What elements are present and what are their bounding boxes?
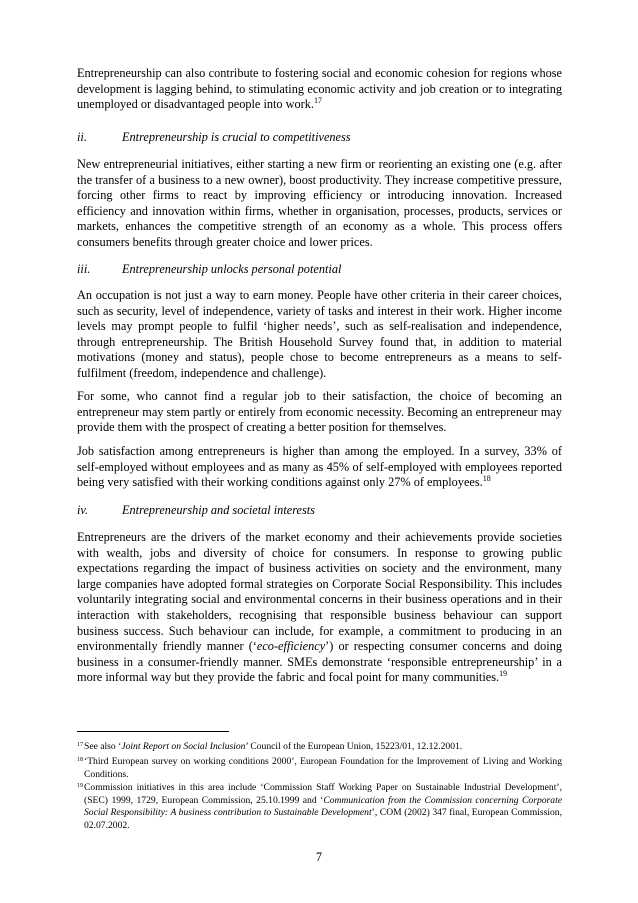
paragraph-personal-potential [77, 288, 562, 382]
footnote-text: Commission initiatives in this area include ‘Commission Staff Working Paper on Sustainable Industrial Development’, (SEC) 1999, 1729, European Commission, 25.10.1999 and ‘ [84, 782, 562, 806]
paragraph-text: An occupation is not just a way to earn money. People have other criteria in their career choices, such as security, level of independence, variety of tasks and interest in their work. Higher income levels may prompt people to fulfil ‘higher needs’, such as self-realisation and independence, through entrepreneurship. The British Household Survey found that, in addition to material motivations (money and status), people chose to become entrepreneurs as a means to self-fulfilment (freedom, independence and challenge). [77, 288, 562, 380]
paragraph-text: Job satisfaction among entrepreneurs is higher than among the employed. In a survey, 33% of self-employed without employees and as many as 45% of self-employed with employees reported being very satisfied with their working conditions against only 27% of employees. [77, 444, 562, 490]
paragraph-text: Entrepreneurship can also contribute to fostering social and economic cohesion for regions whose development is lagging behind, to stimulating economic activity and job creation or to integrating unemployed or disadvantaged people into work. [77, 66, 562, 112]
section-number: iv. [77, 503, 89, 517]
footnote-ref-18: 18 [482, 474, 491, 484]
footnote-18 [77, 756, 562, 781]
footnote-text: See also ‘ [84, 741, 122, 752]
footnote-17 [77, 741, 562, 754]
section-number: iii. [77, 262, 91, 276]
footnote-number: 19 [77, 783, 83, 789]
footnote-number: 18 [77, 757, 83, 763]
footnote-text: ’ Council of the European Union, 15223/01, 12.12.2001. [245, 741, 463, 752]
paragraph-regional-cohesion [77, 66, 562, 113]
footnote-19 [77, 782, 562, 832]
footnote-text: ’, COM (2002) 347 final, European Commission, 02.07.2002. [84, 807, 562, 831]
footnote-separator [77, 731, 229, 732]
paragraph-text: For some, who cannot find a regular job to their satisfaction, the choice of becoming an entrepreneur may stem partly or entirely from economic necessity. Becoming an entrepreneur may provide them with the prospect of creating a better position for themselves. [77, 389, 562, 435]
footnote-ref-19: 19 [499, 669, 508, 679]
paragraph-emphasis: eco-efficiency [256, 639, 326, 654]
paragraph-job-satisfaction [77, 444, 562, 491]
footnote-emphasis: Communication from the Commission concerning Corporate Social Responsibility: A business contribution to Sustainable Development [84, 794, 562, 819]
footnote-ref-17: 17 [314, 96, 322, 106]
footnote-emphasis: Joint Report on Social Inclusion [121, 741, 246, 752]
paragraph-competitiveness [77, 157, 562, 251]
paragraph-text: Entrepreneurs are the drivers of the market economy and their achievements provide societies with wealth, jobs and diversity of choice for consumers. In response to growing public expectations regarding the impact of business activities on society and the environment, many large companies have adopted formal strategies on Corporate Social Responsibility. This includes voluntarily integrating social and environmental concerns in their business operations and in their interaction with stakeholders, recognising that responsible business behaviour can support business success. Such behaviour can include, for example, a commitment to producing in an environmentally friendly manner (‘ [77, 530, 562, 654]
footnote-number: 17 [77, 742, 83, 748]
paragraph-societal-interests [77, 530, 562, 686]
section-title: Entrepreneurship unlocks personal potential [122, 262, 342, 276]
footnote-text: ‘Third European survey on working conditions 2000’, European Foundation for the Improvement of Living and Working Conditions. [84, 756, 562, 780]
paragraph-text: New entrepreneurial initiatives, either starting a new firm or reorienting an existing one (e.g. after the transfer of a business to a new owner), boost productivity. They increase competitive pressure, forcing other firms to react by improving efficiency or introducing innovation. Increased efficiency and innovation within firms, whether in organisation, processes, products, services or markets, enhances the competitive strength of an economy as a whole. This process offers consumers benefits through greater choice and lower prices. [77, 157, 562, 249]
section-number: ii. [77, 130, 87, 144]
section-title: Entrepreneurship and societal interests [122, 503, 315, 517]
paragraph-economic-necessity [77, 389, 562, 436]
section-title: Entrepreneurship is crucial to competitiveness [122, 130, 351, 144]
paragraph-text: ’) or respecting consumer concerns and doing business in a consumer-friendly manner. SMEs demonstrate ‘responsible entrepreneurship’ in a more informal way but they provide the fabric and focal point for many communities. [77, 639, 562, 685]
page-number: 7 [315, 850, 323, 864]
